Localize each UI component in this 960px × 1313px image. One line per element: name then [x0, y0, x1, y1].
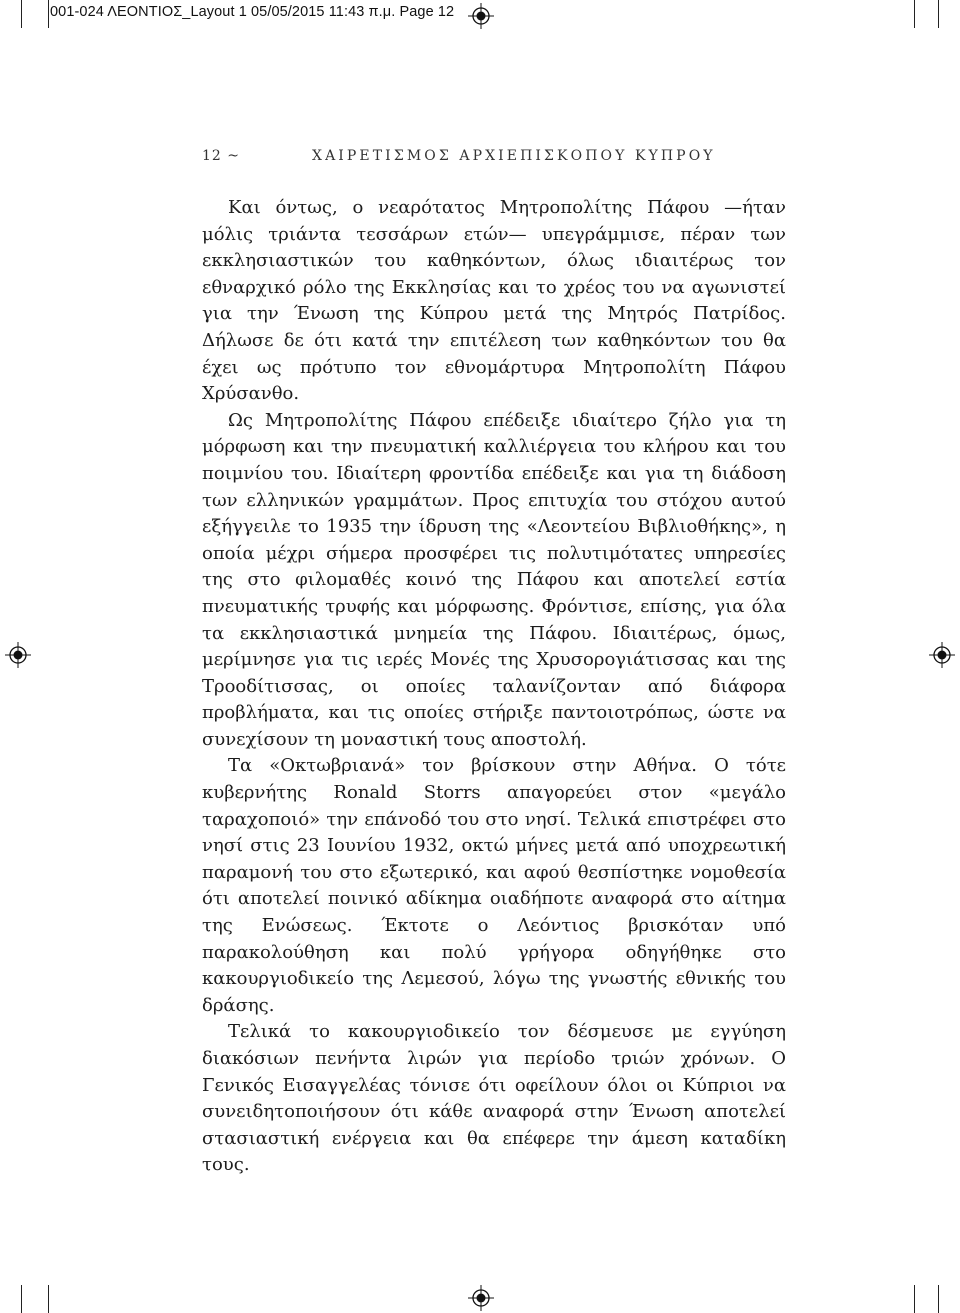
crop-mark-bottom-left-v — [21, 1285, 22, 1313]
crop-mark-top-left-v2 — [48, 0, 49, 28]
paragraph: Τα «Οκτωβριανά» τον βρίσκουν στην Αθήνα. Ο τότε κυβερνήτης Ronald Storrs απαγορεύει στον «μεγάλο ταραχοποιό» την επάνοδό του στο νησί. Τελικά επιστρέφει στο νησί στις 23 Ιουνίου 1932, οκτώ μήνες μετά από υποχρεωτική παραμονή του στο εξωτερικό, και αφού θεσπίστηκε νομοθεσία ότι αποτελεί ποινικό αδίκημα οιαδήποτε αναφορά στο αίτημα της Ενώσεως. Έκτοτε ο Λεόντιος βρισκόταν υπό παρακολούθηση και πολύ γρήγορα οδηγήθηκε στο κακουργιοδικείο της Λεμεσού, λόγω της γνωστής εθνικής του δράσης. — [202, 755, 786, 1016]
registration-crosshair-icon — [5, 642, 31, 668]
registration-crosshair-icon — [929, 642, 955, 668]
running-head — [202, 148, 786, 172]
paragraph: Ως Μητροπολίτης Πάφου επέδειξε ιδιαίτερο ζήλο για τη μόρφωση και την πνευματική καλλιέργεια του κλήρου και του ποιμνίου του. Ιδιαίτερη φροντίδα επέδειξε και για τη διάδοση των ελληνικών γραμμάτων. Προς επιτυχία του στόχου αυτού εξήγγειλε το 1935 την ίδρυση της «Λεοντείου Βιβλιοθήκης», η οποία μέχρι σήμερα προσφέρει τις πολυτιμότατες υπηρεσίες της στο φιλομαθές κοινό της Πάφου και αποτελεί εστία πνευματικής τρυφής και μόρφωσης. Φρόντισε, επίσης, για όλα τα εκκλησιαστικά μνημεία της Πάφου. Ιδιαιτέρως, όμως, μερίμνησε για τις ιερές Μονές της Χρυσορογιάτισσας και της Τροοδίτισσας, οι οποίες ταλανίζονταν από διάφορα προβλήματα, και τις οποίες στήριξε παντοιοτρόπως, ώστε να συνεχίσουν τη μοναστική τους αποστολή. — [202, 409, 786, 750]
crop-mark-bottom-left-v2 — [48, 1285, 49, 1313]
print-slug: 001-024 ΛΕΟΝΤΙΟΣ_Layout 1 05/05/2015 11:43 π.μ. Page 12 — [50, 4, 455, 20]
crop-mark-bottom-right-v — [914, 1285, 915, 1313]
registration-crosshair-icon — [468, 1285, 494, 1311]
page-number: 12 ~ — [202, 148, 240, 164]
paragraph: Και όντως, ο νεαρότατος Μητροπολίτης Πάφου —ήταν μόλις τριάντα τεσσάρων ετών— υπεγράμμισε, πέραν των εκκλησιαστικών του καθηκόντων, όλως ιδιαιτέρως τον εθναρχικό ρόλο της Εκκλησίας και το χρέος του να αγωνιστεί για την Ένωση της Κύπρου μετά της Μητρός Πατρίδος. Δήλωσε δε ότι κατά την επιτέλεση των καθηκόντων του θα έχει ως πρότυπο τον εθνομάρτυρα Μητροπολίτη Πάφου Χρύσανθο. — [202, 197, 786, 405]
running-head-title: ΧΑΙΡΕΤΙΣΜΟΣ ΑΡΧΙΕΠΙΣΚΟΠΟΥ ΚΥΠΡΟΥ — [312, 148, 716, 164]
body-text — [202, 195, 786, 1179]
crop-mark-bottom-right-v2 — [938, 1285, 939, 1313]
crop-mark-top-left-v — [21, 0, 22, 28]
crop-mark-top-right-v — [914, 0, 915, 28]
crop-mark-top-right-v2 — [938, 0, 939, 28]
paragraph: Τελικά το κακουργιοδικείο τον δέσμευσε με εγγύηση διακόσιων πενήντα λιρών για περίοδο τριών χρόνων. Ο Γενικός Εισαγγελέας τόνισε ότι οφείλουν όλοι οι Κύπριοι να συνειδητοποιήσουν ότι κάθε αναφορά στην Ένωση αποτελεί στασιαστική ενέργεια και θα επέφερε την άμεση καταδίκη τους. — [202, 1021, 786, 1176]
registration-crosshair-icon — [468, 3, 494, 29]
